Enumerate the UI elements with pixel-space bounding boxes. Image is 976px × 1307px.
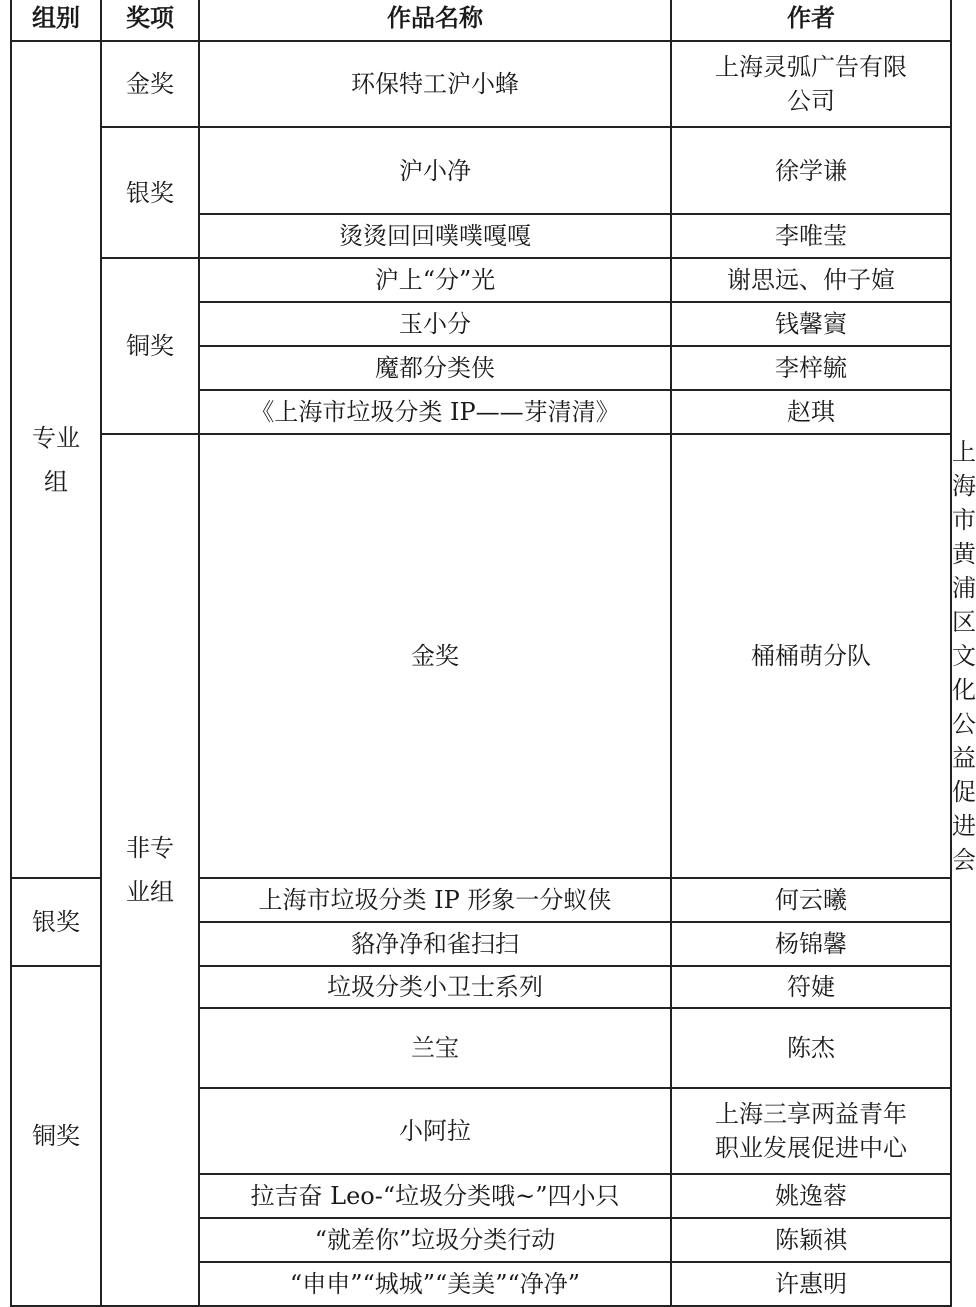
author-cell: 上海三享两益青年 职业发展促进中心 xyxy=(671,1088,951,1174)
work-cell: “就差你”垃圾分类行动 xyxy=(199,1218,671,1262)
work-cell: 拉吉奋 Leo-“垃圾分类哦~”四小只 xyxy=(199,1174,671,1218)
author-cell: 李梓毓 xyxy=(671,346,951,390)
work-cell: 小阿拉 xyxy=(199,1088,671,1174)
work-cell: 桶桶萌分队 xyxy=(671,434,951,878)
header-work: 作品名称 xyxy=(199,0,671,41)
work-cell: 垃圾分类小卫士系列 xyxy=(199,966,671,1008)
award-cell: 铜奖 xyxy=(11,966,101,1306)
table-row xyxy=(11,41,951,127)
work-cell: 沪上“分”光 xyxy=(199,258,671,302)
work-cell: 沪小净 xyxy=(199,127,671,214)
awards-table xyxy=(10,0,976,1307)
author-cell: 徐学谦 xyxy=(671,127,951,214)
author-cell: 杨锦馨 xyxy=(671,922,951,966)
author-cell: 上海灵弧广告有限 公司 xyxy=(671,41,951,127)
work-cell: 兰宝 xyxy=(199,1008,671,1088)
author-cell: 赵琪 xyxy=(671,390,951,434)
header-row xyxy=(11,0,951,41)
author-cell: 符婕 xyxy=(671,966,951,1008)
author-cell: 谢思远、仲子媗 xyxy=(671,258,951,302)
work-cell: 玉小分 xyxy=(199,302,671,346)
header-award: 奖项 xyxy=(101,0,199,41)
table-header xyxy=(11,0,951,41)
table-body xyxy=(11,41,976,1306)
award-cell: 银奖 xyxy=(11,878,101,966)
award-cell: 银奖 xyxy=(101,127,199,258)
author-cell: 何云曦 xyxy=(671,878,951,922)
work-cell: 《上海市垃圾分类 IP——芽清清》 xyxy=(199,390,671,434)
work-cell: 上海市垃圾分类 IP 形象一分蚁侠 xyxy=(199,878,671,922)
table-row: 非专 业组 金奖 桶桶萌分队 上海市黄浦区文化 公益促进会 xyxy=(11,434,951,878)
header-author: 作者 xyxy=(671,0,951,41)
header-group: 组别 xyxy=(11,0,101,41)
table-row xyxy=(11,258,951,302)
work-cell: 环保特工沪小蜂 xyxy=(199,41,671,127)
author-cell: 陈杰 xyxy=(671,1008,951,1088)
award-cell: 金奖 xyxy=(101,41,199,127)
work-cell: 魔都分类侠 xyxy=(199,346,671,390)
author-cell: 李唯莹 xyxy=(671,214,951,258)
group-cell: 非专 业组 xyxy=(101,434,199,1306)
author-cell: 许惠明 xyxy=(671,1262,951,1306)
award-cell: 铜奖 xyxy=(101,258,199,434)
author-cell: 陈颖祺 xyxy=(671,1218,951,1262)
work-cell: 烫烫回回噗噗嘎嘎 xyxy=(199,214,671,258)
group-cell: 专业 组 xyxy=(11,41,101,878)
work-cell: 貉净净和雀扫扫 xyxy=(199,922,671,966)
author-cell: 姚逸蓉 xyxy=(671,1174,951,1218)
author-cell: 钱馨賨 xyxy=(671,302,951,346)
work-cell: “申申”“城城”“美美”“净净” xyxy=(199,1262,671,1306)
award-cell: 金奖 xyxy=(199,434,671,878)
table-row xyxy=(11,127,951,214)
